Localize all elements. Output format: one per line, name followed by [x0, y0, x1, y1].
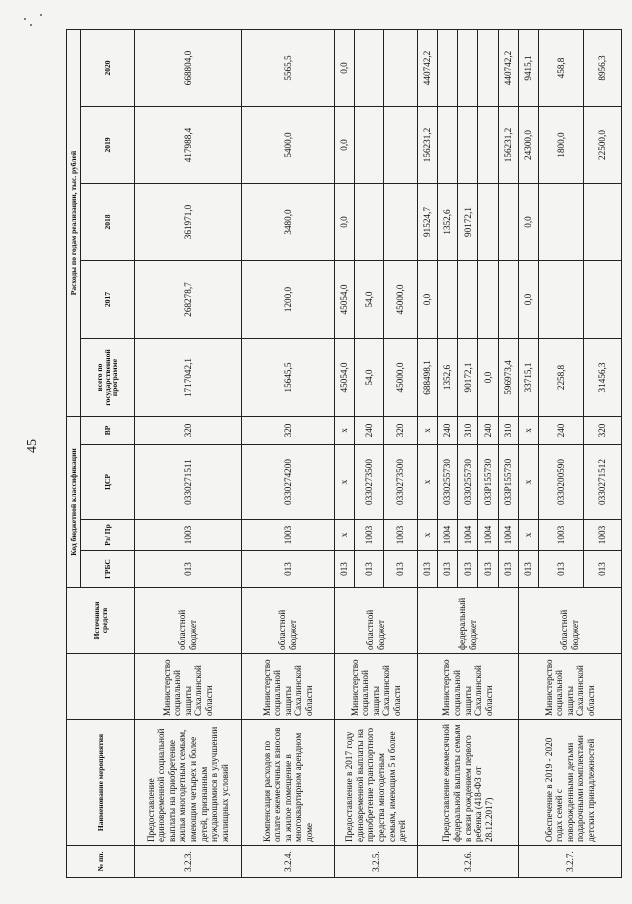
cell-2019: 5400,0: [242, 107, 335, 184]
scan-speck: [24, 18, 26, 20]
cell-csr: 0330273500: [383, 445, 417, 520]
executor: Министерство социальной защиты Сахалинской области: [417, 654, 518, 720]
cell-grbs: 013: [383, 551, 417, 588]
cell-rzpr: 1004: [498, 520, 518, 551]
cell-vr: 310: [458, 417, 478, 445]
table-row: [335, 30, 355, 878]
activity-name: Предоставление в 2017 году единовременной выплаты на приобретение транспортного средства многодетным семьям, имеющим 5 и более детей: [335, 720, 418, 846]
cell-rzpr: х: [417, 520, 437, 551]
cell-total: 1717042,1: [135, 339, 242, 417]
table-body: [135, 30, 622, 878]
cell-2018: 1352,6: [438, 184, 458, 261]
cell-rzpr: 1003: [135, 520, 242, 551]
activity-name: Обеспечение в 2019 - 2020 годах семей с новорожденными детьми подарочными комплектами детских принадлежностей: [518, 720, 621, 846]
page-number: 45: [25, 439, 40, 453]
cell-2020: 8956,3: [583, 30, 621, 107]
cell-csr: 0330255730: [458, 445, 478, 520]
cell-2018: 91524,7: [417, 184, 437, 261]
cell-2017: 0,0: [518, 261, 538, 339]
cell-2020: 5565,5: [242, 30, 335, 107]
cell-2019: [383, 107, 417, 184]
cell-2019: 417988,4: [135, 107, 242, 184]
cell-rzpr: х: [518, 520, 538, 551]
cell-2017: [498, 261, 518, 339]
cell-2018: [355, 184, 383, 261]
cell-grbs: 013: [135, 551, 242, 588]
cell-grbs: 013: [458, 551, 478, 588]
cell-rzpr: 1003: [383, 520, 417, 551]
cell-total: 688498,1: [417, 339, 437, 417]
cell-2020: [478, 30, 498, 107]
cell-grbs: 013: [539, 551, 583, 588]
cell-2018: [478, 184, 498, 261]
header-grbs: ГРБС: [81, 551, 135, 588]
header-total: всего по государственной программе: [81, 339, 135, 417]
row-number: 3.2.3.: [135, 846, 242, 878]
cell-2020: 440742,2: [498, 30, 518, 107]
cell-rzpr: 1004: [458, 520, 478, 551]
cell-vr: 320: [383, 417, 417, 445]
cell-2017: 268278,7: [135, 261, 242, 339]
cell-2019: 156231,2: [498, 107, 518, 184]
cell-grbs: 013: [438, 551, 458, 588]
cell-2019: [478, 107, 498, 184]
cell-2017: 1200,0: [242, 261, 335, 339]
cell-vr: х: [417, 417, 437, 445]
header-year-2020: 2020: [81, 30, 135, 107]
cell-2019: [458, 107, 478, 184]
cell-2018: [583, 184, 621, 261]
cell-2018: 0,0: [518, 184, 538, 261]
header-year-2017: 2017: [81, 261, 135, 339]
cell-total: 15645,5: [242, 339, 335, 417]
activity-name: Предоставление ежемесячной федеральной выплаты семьям в связи рождением первого ребенка (418-ФЗ от 28.12.2017): [417, 720, 518, 846]
cell-total: 0,0: [478, 339, 498, 417]
funding-source: федеральный бюджет: [417, 588, 518, 654]
cell-vr: х: [335, 417, 355, 445]
cell-2019: 1800,0: [539, 107, 583, 184]
cell-total: 45000,0: [383, 339, 417, 417]
cell-csr: х: [335, 445, 355, 520]
header-year-2019: 2019: [81, 107, 135, 184]
activity-name: Предоставление единовременной социальной выплаты на приобретение жилья многодетным семьям, имеющим четырех и более детей, признанным нуждающимися в улучшении жилищных условий: [135, 720, 242, 846]
cell-2020: [383, 30, 417, 107]
cell-total: 31456,3: [583, 339, 621, 417]
cell-2019: [438, 107, 458, 184]
cell-grbs: 013: [518, 551, 538, 588]
executor: Министерство социальной защиты Сахалинской области: [335, 654, 418, 720]
cell-total: 596973,4: [498, 339, 518, 417]
cell-2017: 0,0: [417, 261, 437, 339]
cell-total: 2258,8: [539, 339, 583, 417]
table-row: [518, 30, 538, 878]
cell-total: 45054,0: [335, 339, 355, 417]
cell-grbs: 013: [478, 551, 498, 588]
program-activities-table: [66, 29, 622, 878]
cell-vr: 240: [438, 417, 458, 445]
cell-2017: [438, 261, 458, 339]
cell-grbs: 013: [355, 551, 383, 588]
cell-total: 33715,1: [518, 339, 538, 417]
header-rzpr: Рз/ Пр: [81, 520, 135, 551]
cell-2017: [458, 261, 478, 339]
cell-2017: [583, 261, 621, 339]
funding-source: областной бюджет: [242, 588, 335, 654]
cell-2019: 24300,0: [518, 107, 538, 184]
cell-2018: [539, 184, 583, 261]
cell-2019: 156231,2: [417, 107, 437, 184]
cell-csr: 0330271512: [583, 445, 621, 520]
cell-2019: [355, 107, 383, 184]
table-row: [135, 30, 242, 878]
cell-2020: [355, 30, 383, 107]
cell-csr: 0330273500: [355, 445, 383, 520]
executor: Министерство социальной защиты Сахалинской области: [518, 654, 621, 720]
table-rotation-wrapper: [66, 30, 622, 878]
cell-csr: 0330274200: [242, 445, 335, 520]
cell-grbs: 013: [583, 551, 621, 588]
cell-2017: 45000,0: [383, 261, 417, 339]
cell-vr: 310: [498, 417, 518, 445]
cell-csr: 033Р155730: [478, 445, 498, 520]
cell-rzpr: х: [335, 520, 355, 551]
cell-2018: [498, 184, 518, 261]
cell-2020: 458,8: [539, 30, 583, 107]
cell-2018: 0,0: [335, 184, 355, 261]
cell-csr: 033Р155730: [498, 445, 518, 520]
cell-vr: 320: [583, 417, 621, 445]
funding-source: областной бюджет: [335, 588, 418, 654]
cell-grbs: 013: [242, 551, 335, 588]
cell-2017: 54,0: [355, 261, 383, 339]
header-source: Источники средств: [67, 588, 135, 654]
cell-2017: [539, 261, 583, 339]
cell-2020: 440742,2: [417, 30, 437, 107]
scan-speck: [30, 24, 32, 26]
cell-rzpr: 1004: [438, 520, 458, 551]
cell-rzpr: 1003: [583, 520, 621, 551]
cell-2020: 9415,1: [518, 30, 538, 107]
table-header: [67, 30, 135, 878]
funding-source: областной бюджет: [518, 588, 621, 654]
activity-name: Компенсация расходов по оплате ежемесячных взносов за жилое помещение в многоквартирном арендном доме: [242, 720, 335, 846]
cell-2020: [438, 30, 458, 107]
row-number: 3.2.4.: [242, 846, 335, 878]
cell-vr: 240: [355, 417, 383, 445]
cell-2018: 361971,0: [135, 184, 242, 261]
cell-csr: х: [518, 445, 538, 520]
executor: Министерство социальной защиты Сахалинской области: [242, 654, 335, 720]
executor: Министерство социальной защиты Сахалинской области: [135, 654, 242, 720]
row-number: 3.2.7.: [518, 846, 621, 878]
cell-vr: х: [518, 417, 538, 445]
cell-rzpr: 1004: [478, 520, 498, 551]
cell-total: 1352,6: [438, 339, 458, 417]
cell-csr: х: [417, 445, 437, 520]
row-number: 3.2.5.: [335, 846, 418, 878]
header-csr: ЦСР: [81, 445, 135, 520]
cell-2019: 22500,0: [583, 107, 621, 184]
header-expenses-group: Расходы по годам реализации, тыс. рублей: [67, 30, 81, 417]
cell-grbs: 013: [335, 551, 355, 588]
cell-vr: 240: [539, 417, 583, 445]
table-row: [417, 30, 437, 878]
header-year-2018: 2018: [81, 184, 135, 261]
cell-2020: [458, 30, 478, 107]
cell-rzpr: 1003: [539, 520, 583, 551]
header-num: № пп.: [67, 846, 135, 878]
cell-total: 90172,1: [458, 339, 478, 417]
cell-vr: 320: [135, 417, 242, 445]
cell-csr: 0330271511: [135, 445, 242, 520]
cell-rzpr: 1003: [242, 520, 335, 551]
cell-rzpr: 1003: [355, 520, 383, 551]
cell-total: 54,0: [355, 339, 383, 417]
cell-2017: 45054,0: [335, 261, 355, 339]
cell-2018: [383, 184, 417, 261]
cell-2020: 668804,0: [135, 30, 242, 107]
cell-2018: 90172,1: [458, 184, 478, 261]
cell-2017: [478, 261, 498, 339]
scan-speck: [40, 14, 42, 16]
cell-vr: 320: [242, 417, 335, 445]
cell-2018: 3480,0: [242, 184, 335, 261]
header-executor: [67, 654, 135, 720]
cell-2020: 0,0: [335, 30, 355, 107]
cell-csr: 0330200590: [539, 445, 583, 520]
header-vr: ВР: [81, 417, 135, 445]
cell-grbs: 013: [417, 551, 437, 588]
cell-2019: 0,0: [335, 107, 355, 184]
row-number: 3.2.6.: [417, 846, 518, 878]
funding-source: областной бюджет: [135, 588, 242, 654]
cell-vr: 240: [478, 417, 498, 445]
header-code-group: Код бюджетной классификации: [67, 417, 81, 588]
table-row: [242, 30, 335, 878]
header-name: Наименование мероприятия: [67, 720, 135, 846]
cell-csr: 0330255730: [438, 445, 458, 520]
cell-grbs: 013: [498, 551, 518, 588]
